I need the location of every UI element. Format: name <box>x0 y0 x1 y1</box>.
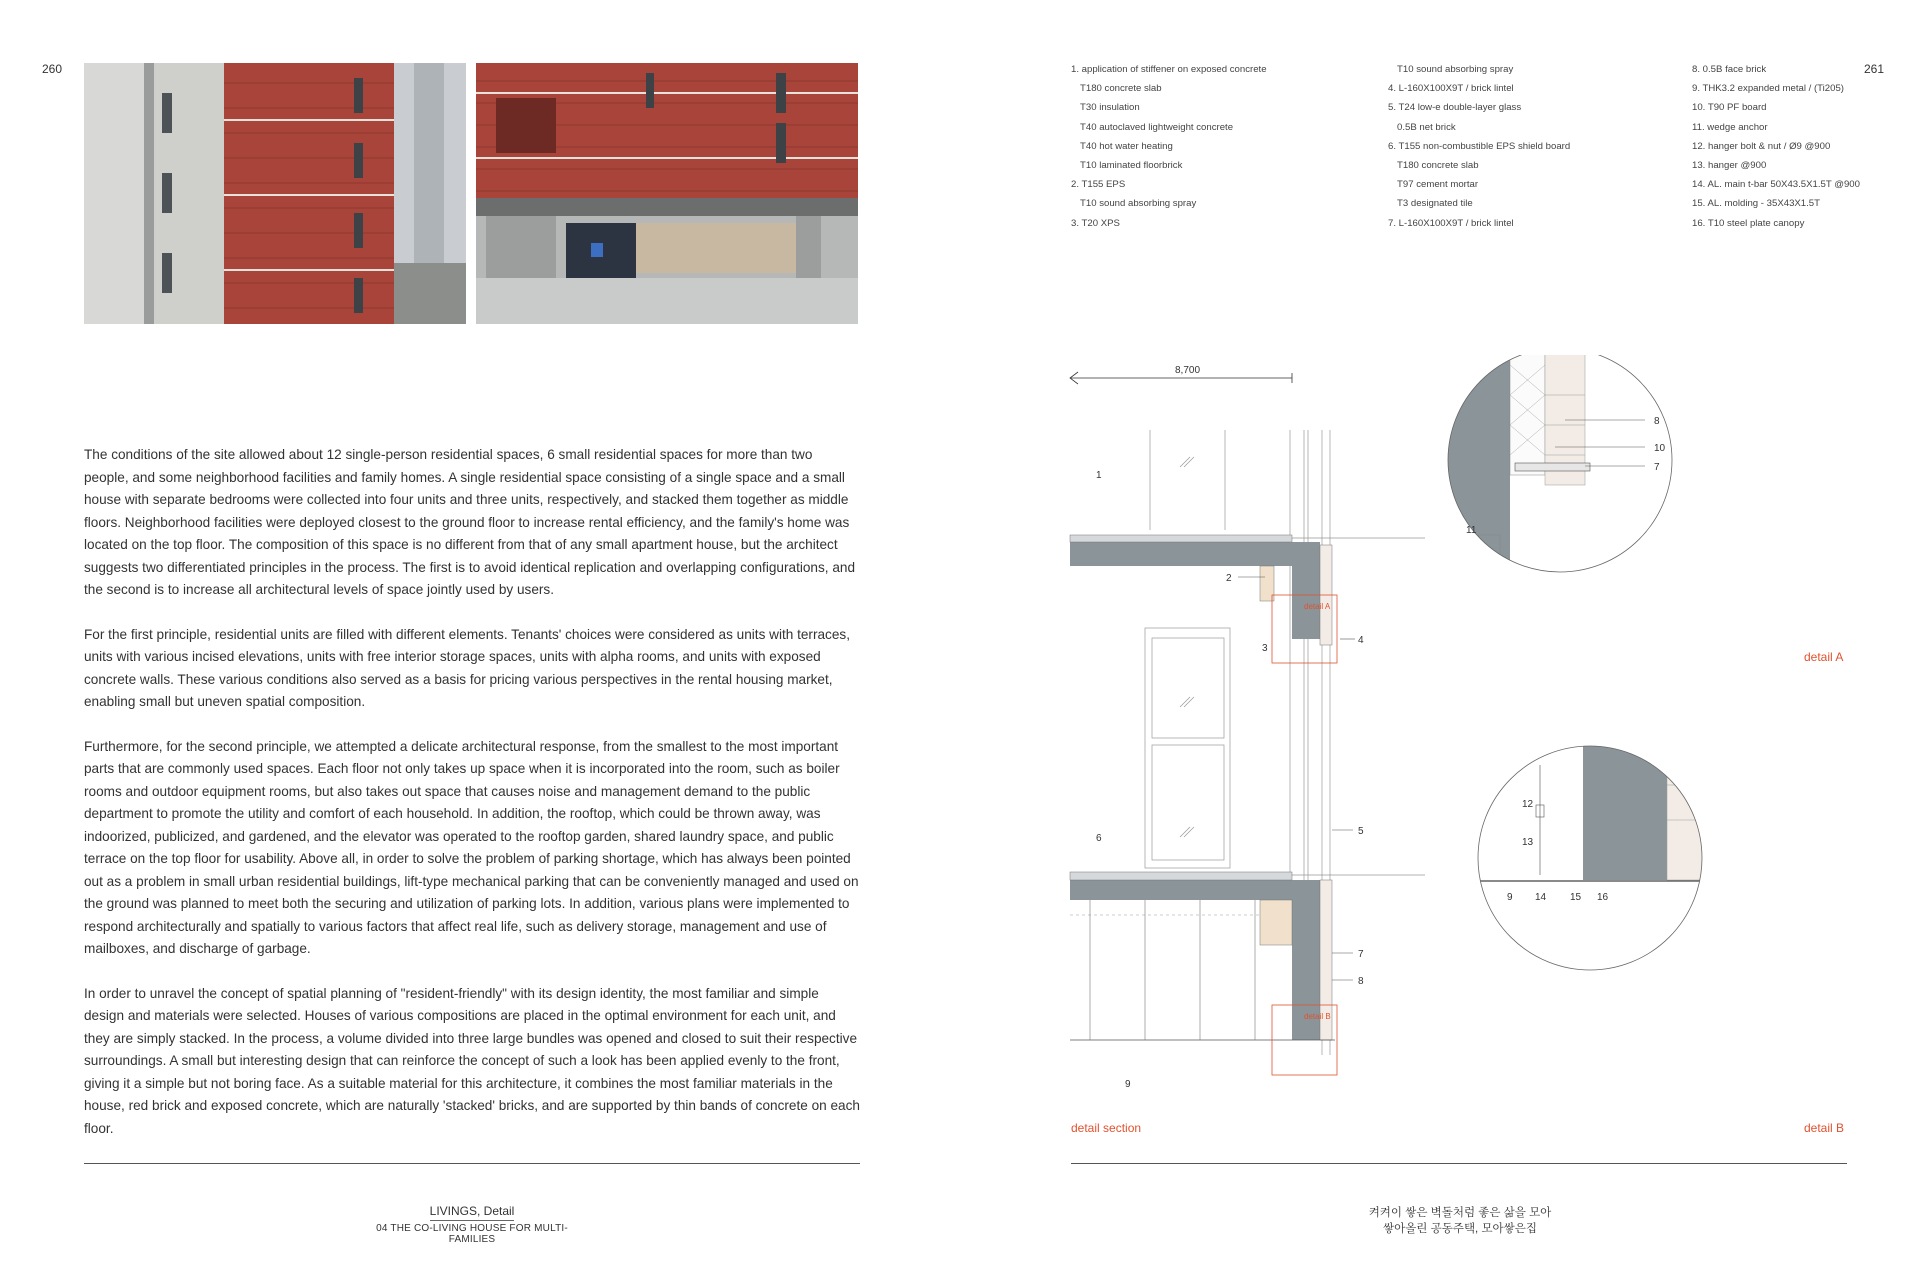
right-footer-rule <box>1071 1163 1847 1164</box>
footer-right <box>1300 1204 1620 1236</box>
body-paragraph-2: For the first principle, residential units are filled with different elements. Tenants' choices were considered as units with terraces, units with various incised elevations, units with free interior storage spaces, units with alpha rooms, and units with exposed concrete walls. These various conditions also served as a basis for pricing various perspectives in the rental housing market, enabling small but uneven spatial composition. <box>84 626 850 709</box>
detail-a-label-8: 8 <box>1654 416 1660 427</box>
pilotis-photo <box>476 63 858 324</box>
legend-item: T3 designated tile <box>1397 198 1473 210</box>
legend-item: T40 autoclaved lightweight concrete <box>1080 121 1234 133</box>
page-number-left: 260 <box>42 62 63 76</box>
legend-item: 2. T155 EPS <box>1071 179 1126 191</box>
section-label-5: 5 <box>1358 826 1364 837</box>
legend-item: T180 concrete slab <box>1397 160 1479 172</box>
caption-detail-a: detail A <box>1804 650 1844 664</box>
section-label-4: 4 <box>1358 635 1364 646</box>
detail-b-label-15: 15 <box>1570 892 1582 903</box>
legend-item: 13. hanger @900 <box>1692 160 1767 172</box>
section-label-3: 3 <box>1262 643 1268 654</box>
footer-right-line2: 쌓아올린 공동주택, 모아쌓은집 <box>1382 1223 1537 1235</box>
body-paragraph-3: Furthermore, for the second principle, we attempted a delicate architectural response, from the smallest to the most important parts that are commonly used spaces. Each floor not only takes up space when it is incorporated into the room, such as boiler rooms and outdoor equipment rooms, but also takes out space that causes noise and management demand to the public department to promote the utility and comfort of each household. In addition, the rooftop, which could be thrown away, was indoorized, publicized, and gardened, and the elevator was operated to the rooftop garden, shared laundry space, and public terrace on the top floor for usability. Above all, in order to solve the problem of parking shortage, which has always been pointed out as a problem in small urban residential buildings, lift-type mechanical parking that can be conveniently managed and used on the ground was planned to meet both the securing and utilization of parking lots. In addition, various plans were implemented to respond architecturally and spatially to various factors that affect real life, such as delivery storage, management and use of mailboxes, and discharge of garbage. <box>84 738 859 956</box>
section-label-8: 8 <box>1358 976 1364 987</box>
detail-a-label-11: 11 <box>1466 525 1477 536</box>
legend-item: 7. L-160X100X9T / brick lintel <box>1388 217 1514 229</box>
legend-item: 5. T24 low-e double-layer glass <box>1388 102 1522 114</box>
legend-item: T40 hot water heating <box>1080 140 1173 152</box>
footer-left <box>354 1204 590 1245</box>
upper-slab <box>1070 535 1332 645</box>
legend-item: 9. THK3.2 expanded metal / (Ti205) <box>1692 83 1844 95</box>
detail-b-label-16: 16 <box>1597 892 1609 903</box>
legend-item: 16. T10 steel plate canopy <box>1692 217 1805 229</box>
legend-col-2 <box>1388 60 1570 233</box>
legend-item: T97 cement mortar <box>1397 179 1479 191</box>
footer-right-line1: 켜켜이 쌓은 벽돌처럼 좋은 삶을 모아 <box>1368 1207 1552 1219</box>
detail-a-label-10: 10 <box>1654 443 1666 454</box>
body-paragraph-4: In order to unravel the concept of spatial planning of "resident-friendly" with its design identity, the most familiar and simple design and materials were selected. Houses of various compositions are placed in the optimal environment for each unit, and they are simply stacked. In the process, a volume divided into three large bundles was opened and closed to suit their respective surroundings. A small but interesting design that can reinforce the concept of such a look has been applied evenly to the front, giving it a simple but not boring face. As a suitable material for this architecture, it combines the most familiar materials in the house, red brick and exposed concrete, which are naturally 'stacked' bricks, and are supported by thin bands of concrete on each floor. <box>84 985 860 1136</box>
legend-item: T30 insulation <box>1080 102 1140 114</box>
detail-b-label-12: 12 <box>1522 799 1534 810</box>
section-label-6: 6 <box>1096 833 1102 844</box>
footer-left-title: LIVINGS, Detail <box>430 1204 515 1221</box>
section-label-9: 9 <box>1125 1079 1131 1090</box>
body-paragraph-1: The conditions of the site allowed about 12 single-person residential spaces, 6 small residential spaces for more than two people, and some neighborhood facilities and family homes. A single residential space consisting of a single space and a small house with separate bedrooms were collected into four units and three units, respectively, and stacked them together as middle floors. Neighborhood facilities were deployed closest to the ground floor to increase rental efficiency, and the family's home was located on the top floor. The composition of this space is no different from that of any small apartment house, but the architect suggests two differentiated principles in the process. The first is to avoid identical replication and overlapping configurations, and the second is to increase all architectural levels of space jointly used by users. <box>84 447 856 597</box>
footer-left-subtitle: 04 THE CO-LIVING HOUSE FOR MULTI-FAMILIES <box>376 1223 568 1245</box>
legend-col-1 <box>1071 60 1267 233</box>
legend-col-3 <box>1692 60 1860 233</box>
legend-item: 3. T20 XPS <box>1071 217 1120 229</box>
caption-detail-b: detail B <box>1804 1121 1845 1135</box>
legend-item: 15. AL. molding - 35X43X1.5T <box>1692 198 1820 210</box>
caption-detail-section: detail section <box>1071 1121 1142 1135</box>
page-number-right: 261 <box>1864 62 1885 76</box>
legend-item: 0.5B net brick <box>1397 121 1456 133</box>
section-label-2: 2 <box>1226 573 1232 584</box>
legend-item: 10. T90 PF board <box>1692 102 1767 114</box>
legend-item: 14. AL. main t-bar 50X43.5X1.5T @900 <box>1692 179 1860 191</box>
legend-item: T10 laminated floorbrick <box>1080 160 1183 172</box>
lower-slab <box>1070 872 1335 1040</box>
legend-item: 6. T155 non-combustible EPS shield board <box>1388 140 1571 152</box>
detail-a-circle <box>1445 355 1675 575</box>
detail-drawing <box>1060 355 1850 1125</box>
legend-item: T10 sound absorbing spray <box>1397 64 1514 75</box>
detail-a-label-7: 7 <box>1654 462 1660 473</box>
detail-b-label-13: 13 <box>1522 837 1534 848</box>
facade-photo <box>84 63 466 324</box>
legend-item: T180 concrete slab <box>1080 83 1162 95</box>
dimension-label: 8,700 <box>1175 365 1201 376</box>
legend-item: 8. 0.5B face brick <box>1692 64 1767 75</box>
legend-item: 12. hanger bolt & nut / Ø9 @900 <box>1692 140 1831 152</box>
left-footer-rule <box>84 1163 860 1164</box>
legend-item: 4. L-160X100X9T / brick lintel <box>1388 83 1514 95</box>
detail-b-label-9: 9 <box>1507 892 1513 903</box>
section-tag-a: detail A <box>1304 602 1331 611</box>
section-label-1: 1 <box>1096 470 1102 481</box>
legend-item: T10 sound absorbing spray <box>1080 198 1197 210</box>
legend-item: 1. application of stiffener on exposed concrete <box>1071 64 1267 75</box>
section-tag-b: detail B <box>1304 1012 1331 1021</box>
section-label-7: 7 <box>1358 949 1364 960</box>
legend-item: 11. wedge anchor <box>1692 121 1768 133</box>
body-text <box>84 444 860 1162</box>
detail-b-label-14: 14 <box>1535 892 1547 903</box>
